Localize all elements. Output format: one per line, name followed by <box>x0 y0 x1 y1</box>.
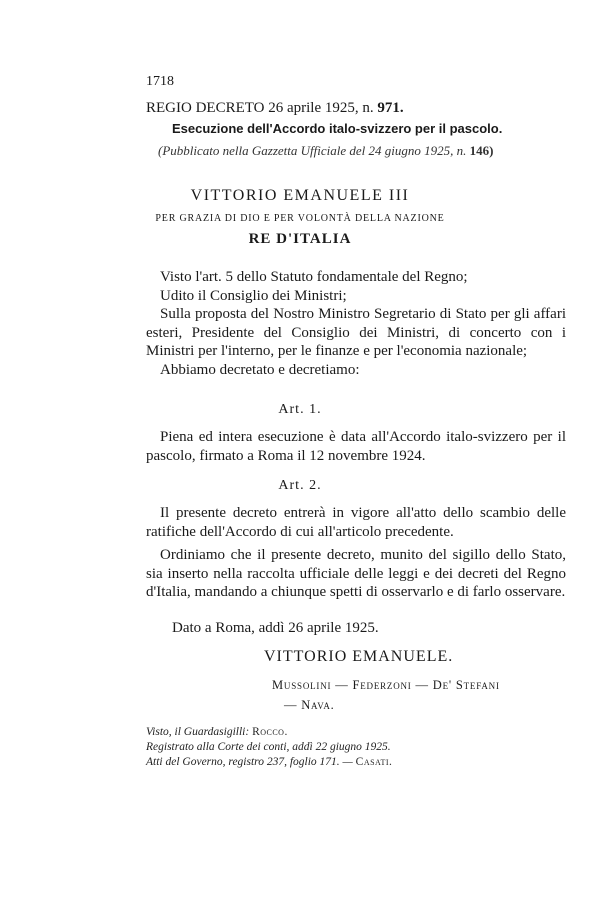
king-name: VITTORIO EMANUELE III <box>190 187 410 204</box>
decree-title <box>146 100 404 117</box>
seal-keeper-name: Rocco. <box>252 726 288 738</box>
seal-keeper-label: Visto, il Guardasigilli: <box>146 726 250 738</box>
preamble-line: Visto l'art. 5 dello Statuto fondamentale del Regno; <box>160 269 468 285</box>
article-1-text <box>146 428 566 465</box>
preamble-line: Abbiamo decretato e decretiamo: <box>160 361 360 378</box>
decree-subject: Esecuzione dell'Accordo italo-svizzero per il pascolo. <box>172 121 503 136</box>
registrar-name: Casati. <box>355 756 393 768</box>
preamble-line: Sulla proposta del Nostro Ministro Segretario di Stato per gli affari esteri, Presidente del Consiglio dei Ministri, di concerto con i Ministri per l'interno, per le finanze e per l'economia nazionale; <box>146 306 566 359</box>
order-paragraph <box>146 546 566 602</box>
publication-number: 146) <box>469 143 494 158</box>
preamble-line: Udito il Consiglio dei Ministri; <box>160 287 347 304</box>
article-2-heading: Art. 2. <box>278 478 322 493</box>
seal-line-2: Registrato alla Corte dei conti, addì 22 giugno 1925. <box>146 741 391 753</box>
date-place: Dato a Roma, addì 26 aprile 1925. <box>172 620 379 636</box>
seal-line-3 <box>146 756 392 768</box>
decree-number: 971. <box>377 100 404 116</box>
grace-formula: PER GRAZIA DI DIO E PER VOLONTÀ DELLA NAZIONE <box>155 213 445 224</box>
decree-title-text: REGIO DECRETO 26 aprile 1925, n. <box>146 100 374 116</box>
registry-text: Atti del Governo, registro 237, foglio 171. — <box>146 756 353 768</box>
preamble <box>146 268 566 379</box>
order-text: Ordiniamo che il presente decreto, munito del sigillo dello Stato, sia inserto nella raccolta ufficiale delle leggi e dei decreti del Regno d'Italia, mandando a chiunque spetti di osservarlo e di farlo osservare. <box>146 547 566 600</box>
article-1-paragraph: Piena ed intera esecuzione è data all'Accordo italo-svizzero per il pascolo, firmato a Roma il 12 novembre 1924. <box>146 429 566 464</box>
page-number: 1718 <box>146 74 174 89</box>
cosigners-line-2: — Nava. <box>284 698 335 712</box>
article-2-paragraph: Il presente decreto entrerà in vigore all'atto dello scambio delle ratifiche dell'Accordo di cui all'articolo precedente. <box>146 505 566 540</box>
cosigners-line-1: Mussolini — Federzoni — De' Stefani <box>272 678 500 692</box>
publication-note <box>158 143 493 159</box>
seal-line-1 <box>146 726 288 738</box>
article-1-heading: Art. 1. <box>278 402 322 417</box>
article-2-text <box>146 504 566 541</box>
king-title: RE D'ITALIA <box>248 231 352 247</box>
king-signature: VITTORIO EMANUELE. <box>264 648 454 665</box>
publication-text: (Pubblicato nella Gazzetta Ufficiale del 24 giugno 1925, n. <box>158 143 467 158</box>
